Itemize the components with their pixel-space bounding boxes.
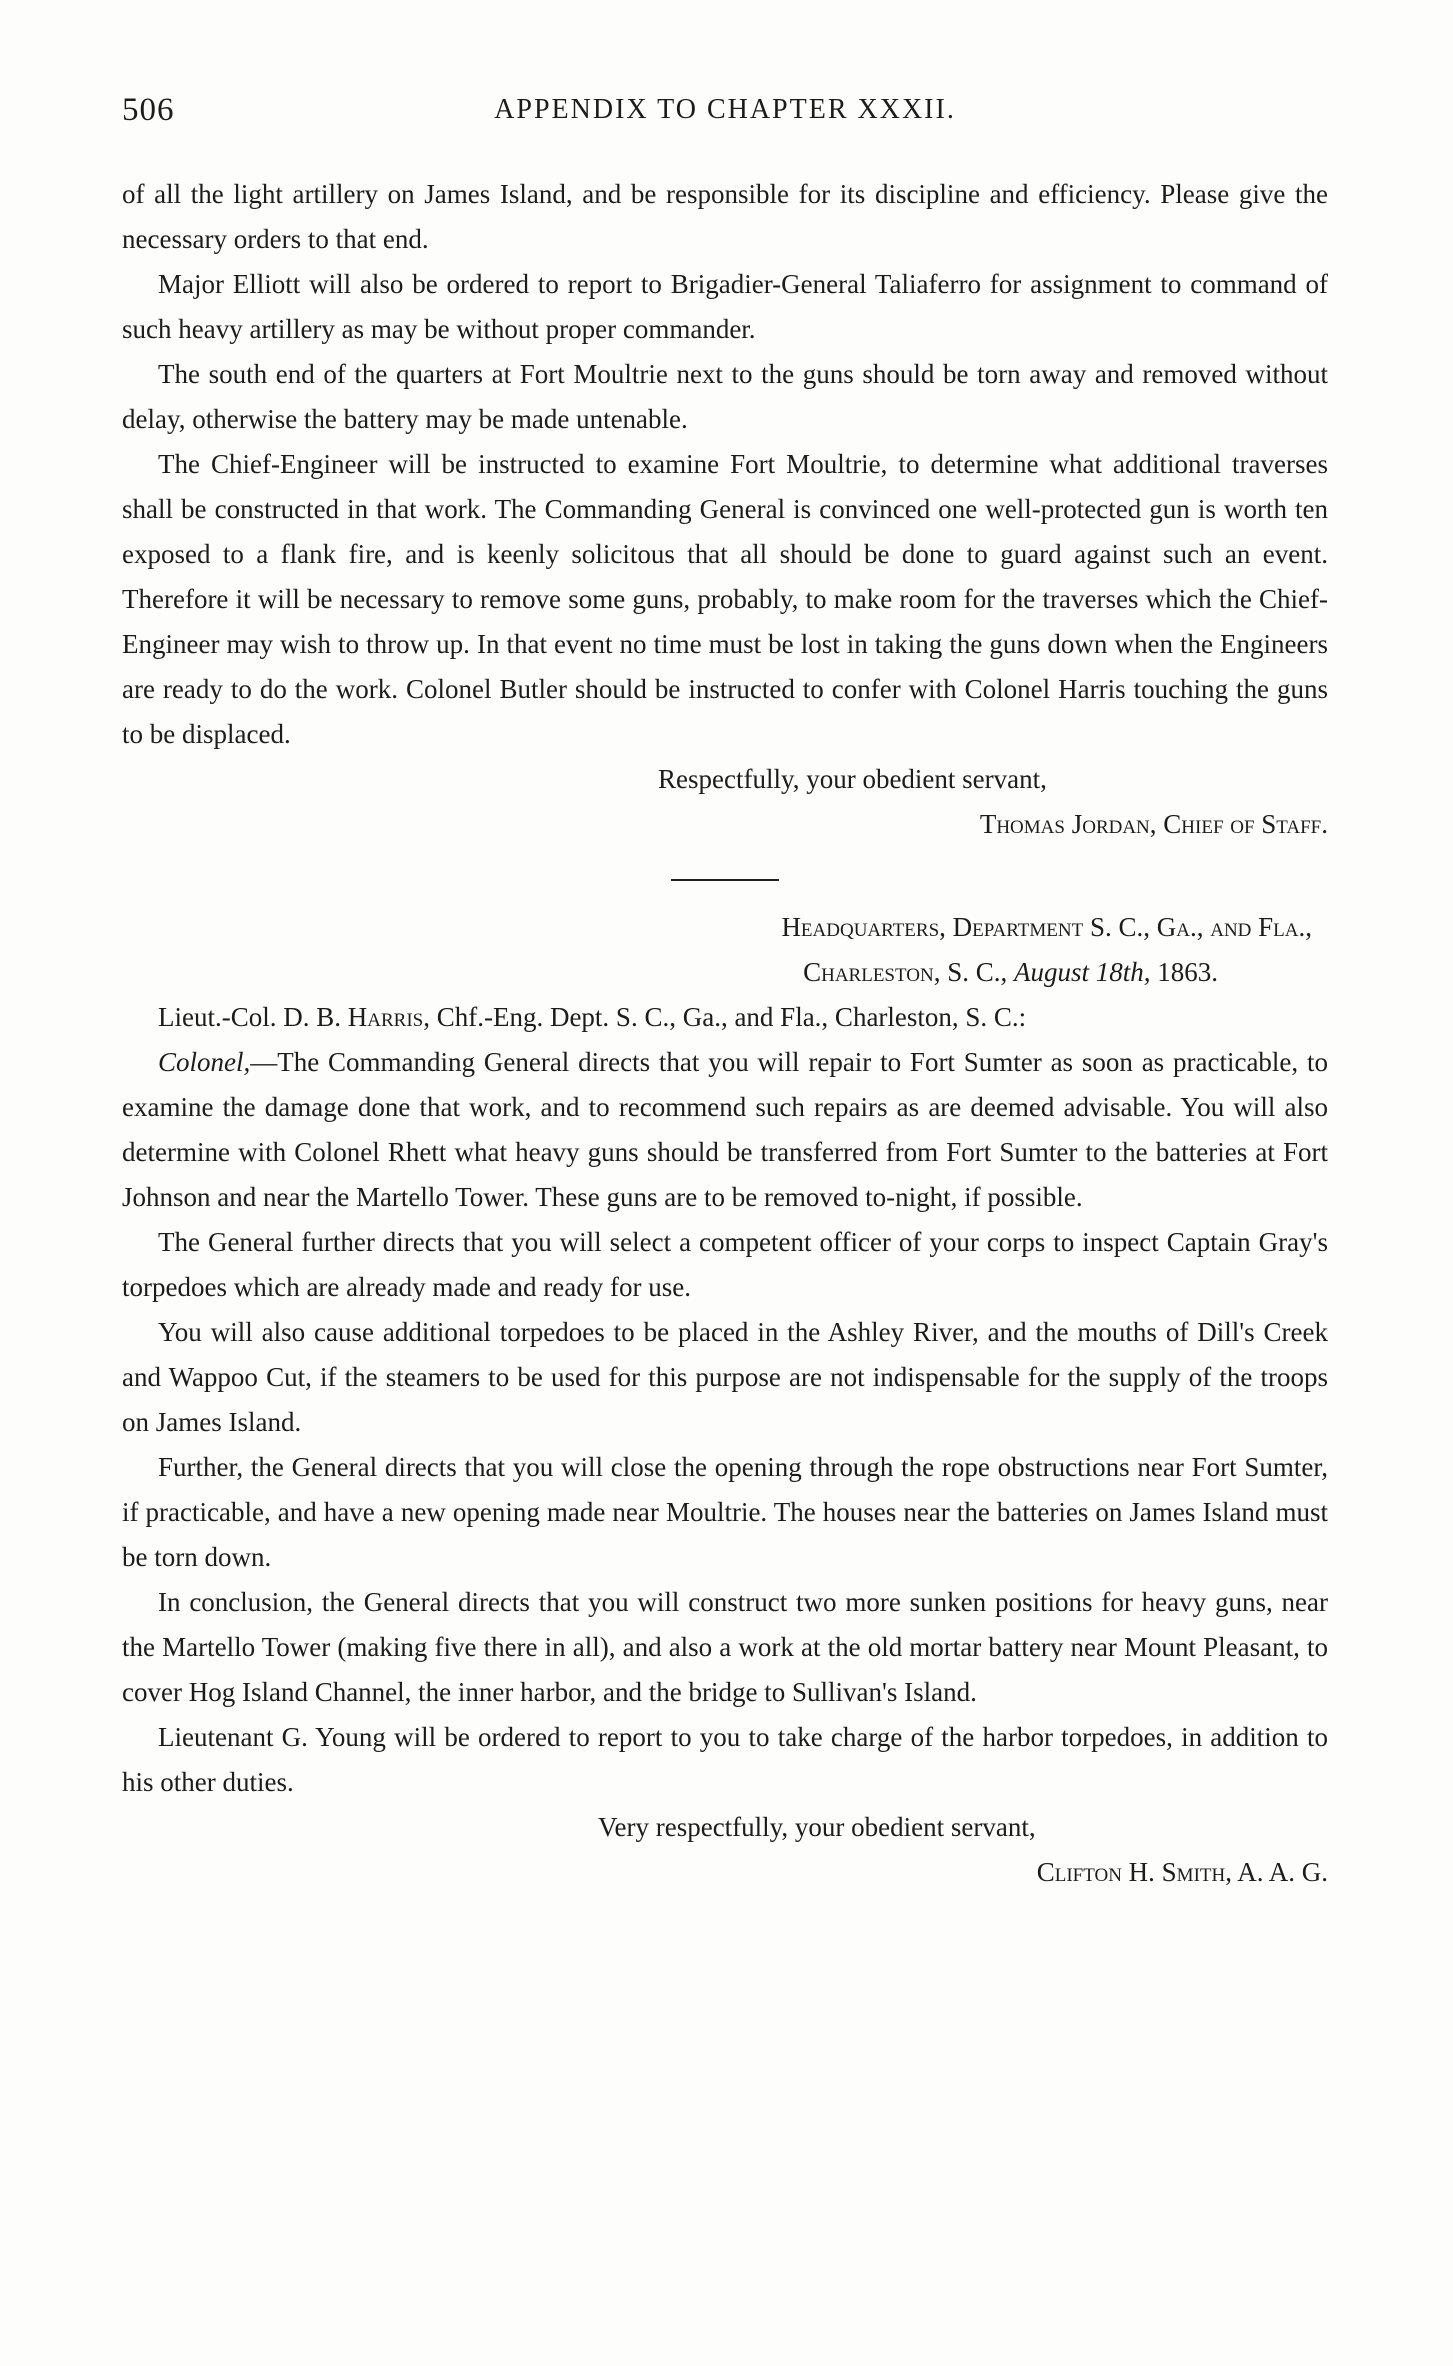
letter1-closing: Respectfully, your obedient servant, — [658, 764, 1047, 794]
letter2-salutation: Colonel, — [158, 1047, 251, 1077]
addressee-rest: Chf.-Eng. Dept. S. C., Ga., and Fla., Charleston, S. C.: — [436, 1002, 1027, 1032]
letter1-paragraph-2: Major Elliott will also be ordered to report to Brigadier-General Taliaferro for assignment to command of such heavy artillery as may be without proper commander. — [122, 269, 1328, 344]
letter2-addressee — [122, 995, 1328, 1040]
letter1-paragraph-3: The south end of the quarters at Fort Moultrie next to the guns should be torn away and removed without delay, otherwise the battery may be made untenable. — [122, 359, 1328, 434]
addressee-name: Harris, — [347, 1002, 430, 1032]
letter2-closing: Very respectfully, your obedient servant, — [598, 1812, 1036, 1842]
page-header — [122, 92, 1328, 148]
letter2-paragraph-1 — [122, 1040, 1328, 1220]
section-divider — [671, 879, 779, 881]
letter1-signature: Thomas Jordan, Chief of Staff. — [979, 809, 1328, 839]
letter2-paragraph-4: Further, the General directs that you will close the opening through the rope obstructions near Fort Sumter, if practicable, and have a new opening made near Moultrie. The houses near the batteries on James Island must be torn down. — [122, 1452, 1328, 1572]
letter2-signature: Clifton H. Smith, A. A. G. — [1036, 1857, 1328, 1887]
letter2-paragraph-3: You will also cause additional torpedoes to be placed in the Ashley River, and the mouths of Dill's Creek and Wappoo Cut, if the steamers to be used for this purpose are not indispensable for the supply of the troops on James Island. — [122, 1317, 1328, 1437]
letter2-paragraph-2: The General further directs that you will select a competent officer of your corps to inspect Captain Gray's torpedoes which are already made and ready for use. — [122, 1227, 1328, 1302]
body-text — [122, 172, 1328, 1895]
letter2-heading-line2 — [122, 950, 1328, 995]
page-number: 506 — [122, 92, 175, 128]
letter2-heading-line1: Headquarters, Department S. C., Ga., and Fla., — [781, 912, 1312, 942]
letter1-paragraph-4: The Chief-Engineer will be instructed to examine Fort Moultrie, to determine what additional traverses shall be constructed in that work. The Commanding General is convinced one well-protected gun is worth ten exposed to a flank fire, and is keenly solicitous that all should be done to guard against such an event. Therefore it will be necessary to remove some guns, probably, to make room for the traverses which the Chief-Engineer may wish to throw up. In that event no time must be lost in taking the guns down when the Engineers are ready to do the work. Colonel Butler should be instructed to confer with Colonel Harris touching the guns to be displaced. — [122, 449, 1328, 749]
letter2-first-paragraph: —The Commanding General directs that you will repair to Fort Sumter as soon as practicable, to examine the damage done that work, and to recommend such repairs as are deemed advisable. You will also determine with Colonel Rhett what heavy guns should be transferred from Fort Sumter to the batteries at Fort Johnson and near the Martello Tower. These guns are to be removed to-night, if possible. — [122, 1047, 1328, 1212]
letter1-paragraph-1: of all the light artillery on James Island, and be responsible for its discipline and efficiency. Please give the necessary orders to that end. — [122, 179, 1328, 254]
letter2-paragraph-6: Lieutenant G. Young will be ordered to report to you to take charge of the harbor torpedoes, in addition to his other duties. — [122, 1722, 1328, 1797]
addressee-prefix: Lieut.-Col. D. B. — [158, 1002, 341, 1032]
letter2-paragraph-5: In conclusion, the General directs that you will construct two more sunken positions for heavy guns, near the Martello Tower (making five there in all), and also a work at the old mortar battery near Mount Pleasant, to cover Hog Island Channel, the inner harbor, and the bridge to Sullivan's Island. — [122, 1587, 1328, 1707]
running-head: APPENDIX TO CHAPTER XXXII. — [494, 94, 956, 125]
letter2-year: 1863. — [1157, 957, 1218, 987]
letter2-date: August 18th, — [1013, 957, 1151, 987]
letter2-place: Charleston, S. C., — [803, 957, 1008, 987]
